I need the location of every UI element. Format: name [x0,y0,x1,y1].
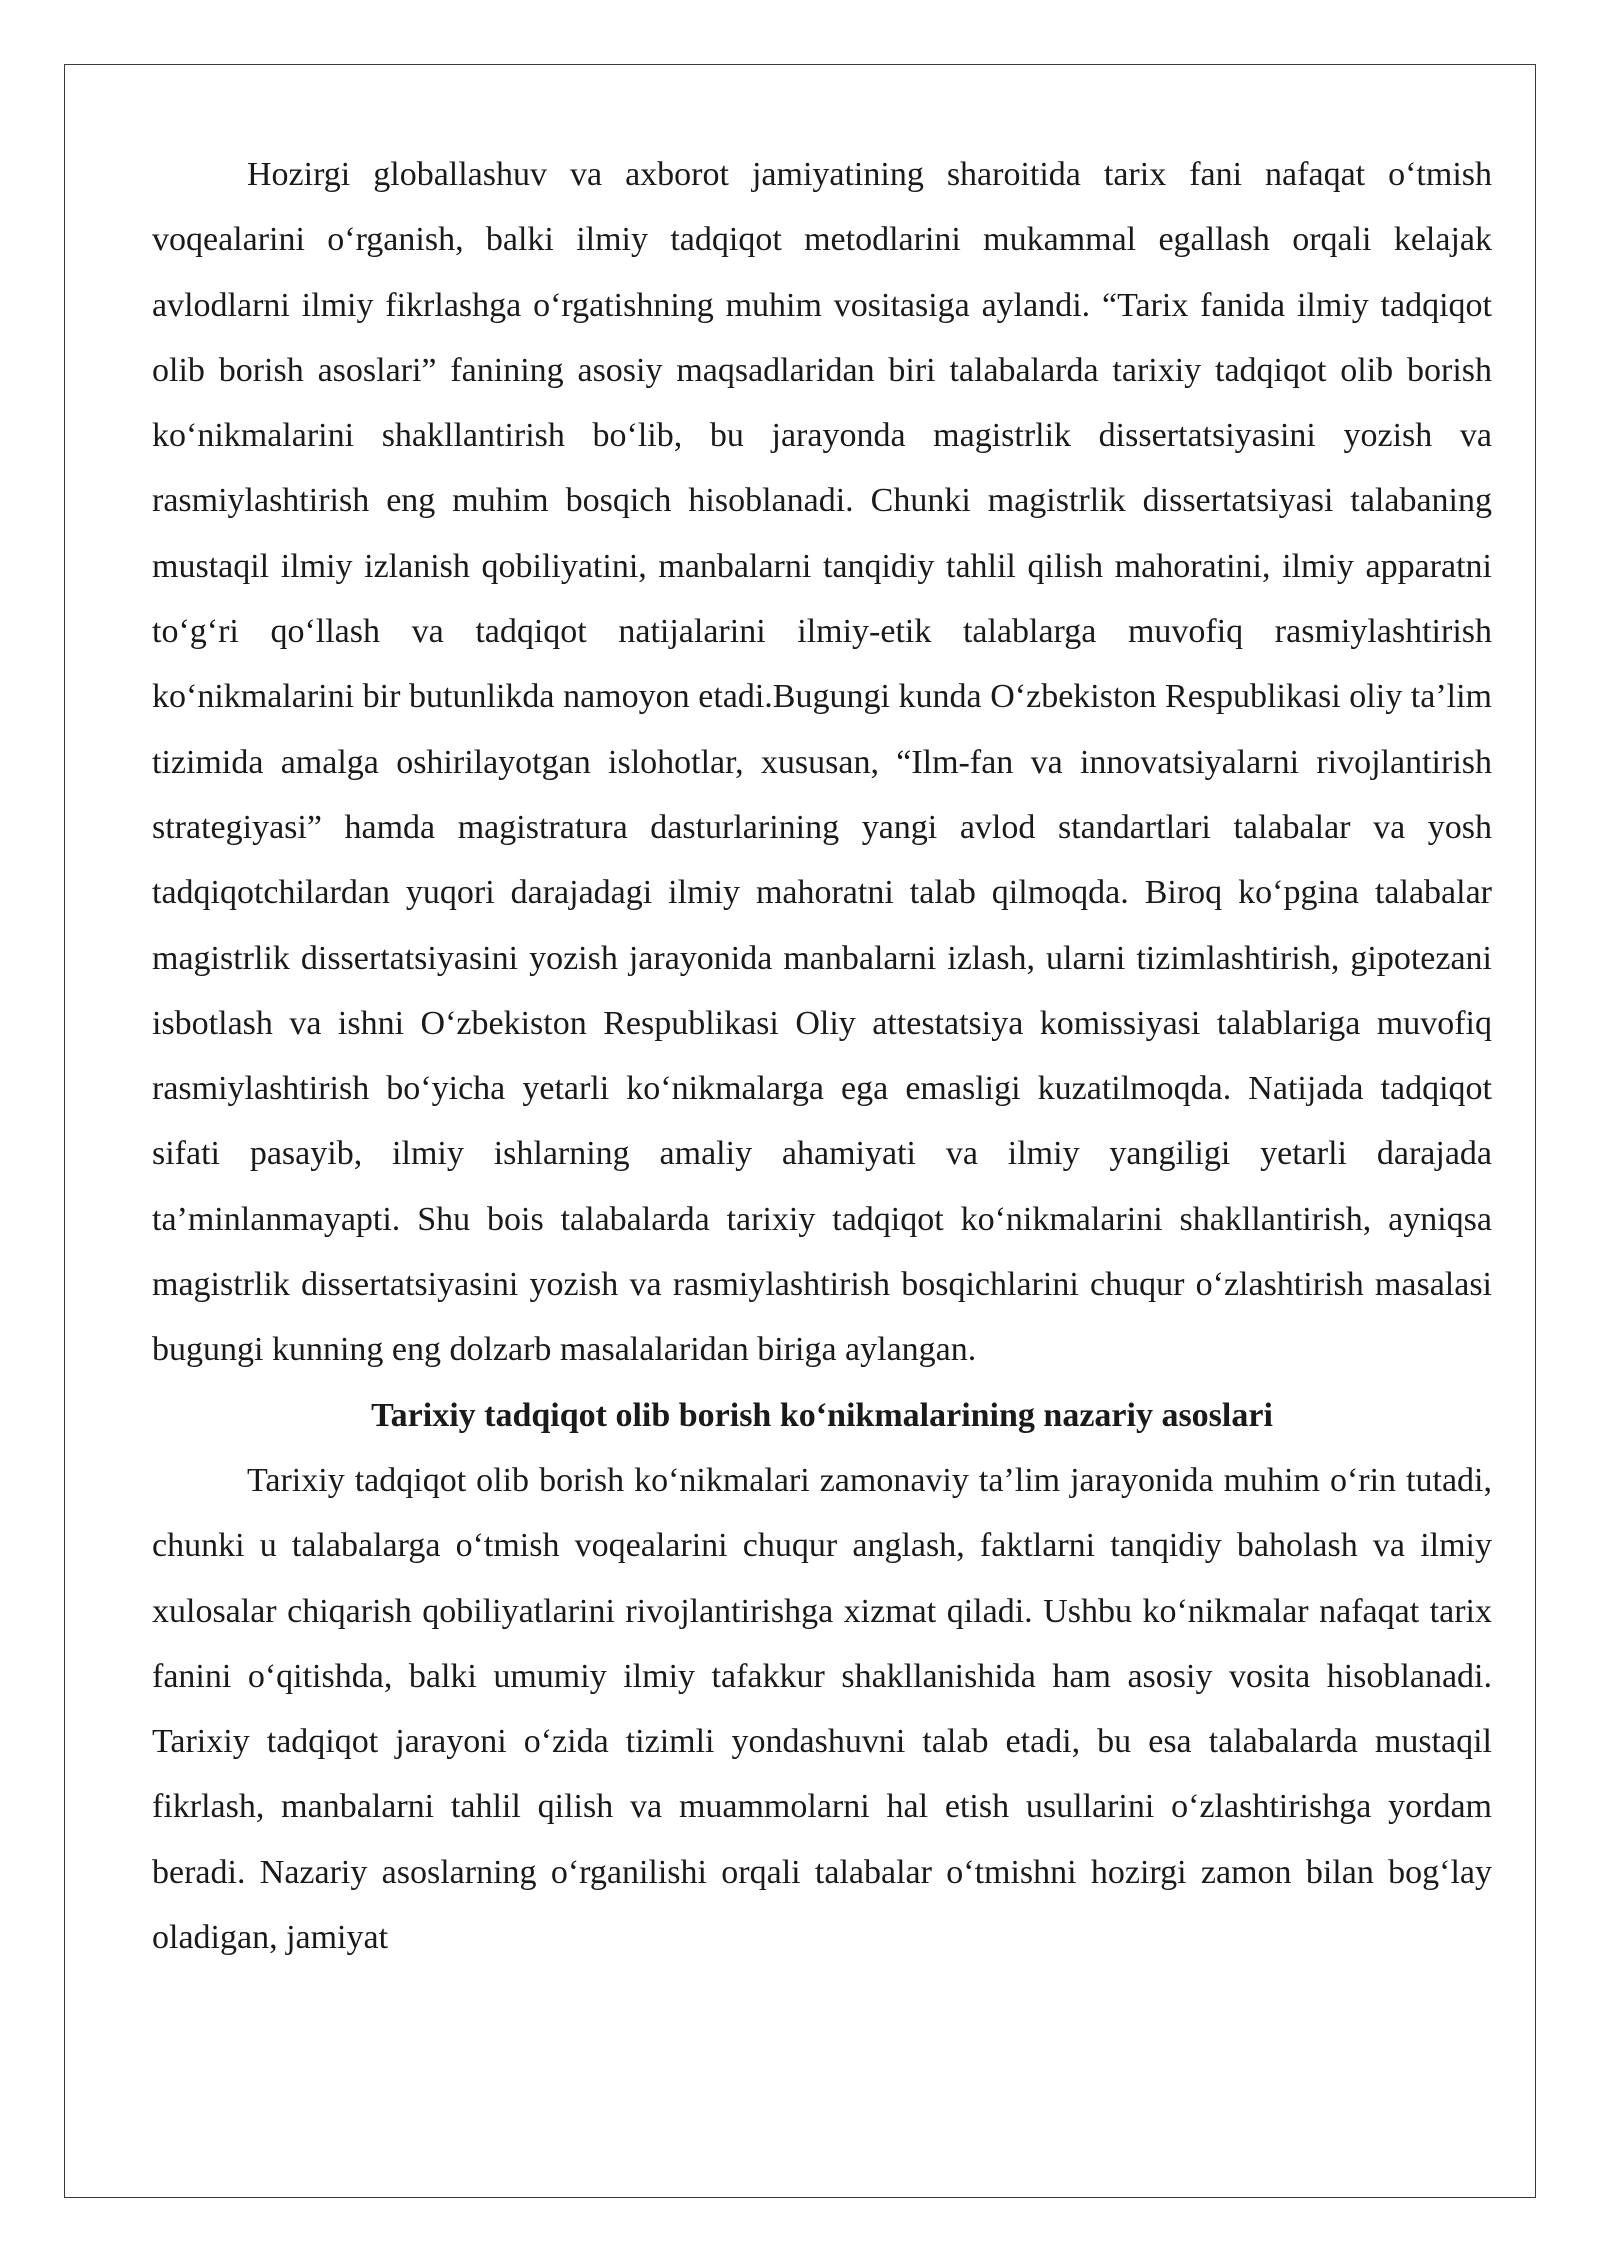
paragraph-theory: Tarixiy tadqiqot olib borish ko‘nikmalari zamonaviy ta’lim jarayonida muhim o‘rin tutadi, chunki u talabalarga o‘tmish voqealarini chuqur anglash, faktlarni tanqidiy baholash va ilmiy xulosalar chiqarish qobiliyatlarini rivojlantirishga xizmat qiladi. Ushbu ko‘nikmalar nafaqat tarix fanini o‘qitishda, balki umumiy ilmiy tafakkur shakllanishida ham asosiy vosita hisoblanadi. Tarixiy tadqiqot jarayoni o‘zida tizimli yondashuvni talab etadi, bu esa talabalarda mustaqil fikrlash, manbalarni tahlil qilish va muammolarni hal etish usullarini o‘zlashtirishga yordam beradi. Nazariy asoslarning o‘rganilishi orqali talabalar o‘tmishni hozirgi zamon bilan bog‘lay oladigan, jamiyat [152,1461,1492,1957]
paragraph-intro: Hozirgi globallashuv va axborot jamiyatining sharoitida tarix fani nafaqat o‘tmish voqealarini o‘rganish, balki ilmiy tadqiqot metodlarini mukammal egallash orqali kelajak avlodlarni ilmiy fikrlashga o‘rgatishning muhim vositasiga aylandi. “Tarix fanida ilmiy tadqiqot olib borish asoslari” fanining asosiy maqsadlaridan biri talabalarda tarixiy tadqiqot olib borish ko‘nikmalarini shakllantirish bo‘lib, bu jarayonda magistrlik dissertatsiyasini yozish va rasmiylashtirish eng muhim bosqich hisoblanadi. Chunki magistrlik dissertatsiyasi talabaning mustaqil ilmiy izlanish qobiliyatini, manbalarni tanqidiy tahlil qilish mahoratini, ilmiy apparatni to‘g‘ri qo‘llash va tadqiqot natijalarini ilmiy-etik talablarga muvofiq rasmiylashtirish ko‘nikmalarini bir butunlikda namoyon etadi.Bugungi kunda O‘zbekiston Respublikasi oliy ta’lim tizimida amalga oshirilayotgan islohotlar, xususan, “Ilm-fan va innovatsiyalarni rivojlantirish strategiyasi” hamda magistratura dasturlarining yangi avlod standartlari talabalar va yosh tadqiqotchilardan yuqori darajadagi ilmiy mahoratni talab qilmoqda. Biroq ko‘pgina talabalar magistrlik dissertatsiyasini yozish jarayonida manbalarni izlash, ularni tizimlashtirish, gipotezani isbotlash va ishni O‘zbekiston Respublikasi Oliy attestatsiya komissiyasi talablariga muvofiq rasmiylashtirish bo‘yicha yetarli ko‘nikmalarga ega emasligi kuzatilmoqda. Natijada tadqiqot sifati pasayib, ilmiy ishlarning amaliy ahamiyati va ilmiy yangiligi yetarli darajada ta’minlanmayapti. Shu bois talabalarda tarixiy tadqiqot ko‘nikmalarini shakllantirish, ayniqsa magistrlik dissertatsiyasini yozish va rasmiylashtirish bosqichlarini chuqur o‘zlashtirish masalasi bugungi kunning eng dolzarb masalalaridan biriga aylangan. [152,156,1492,1369]
section-heading: Tarixiy tadqiqot olib borish ko‘nikmalarining nazariy asoslari [371,1396,1273,1434]
document-body [152,142,1492,1970]
